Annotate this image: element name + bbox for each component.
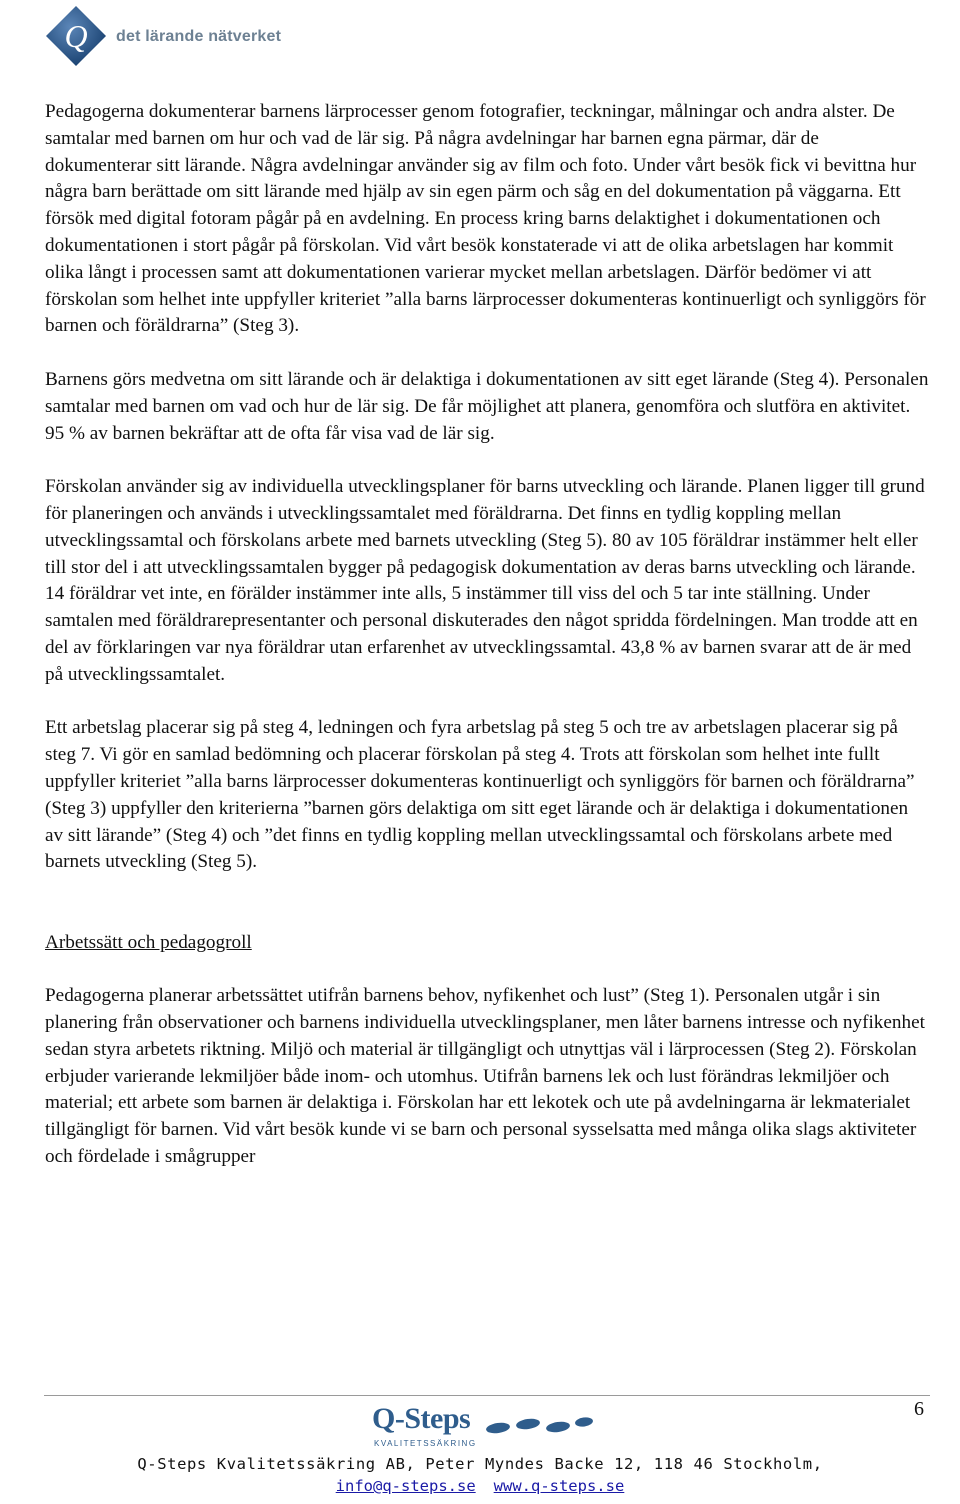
q-logo-icon	[44, 4, 108, 68]
section-heading: Arbetssätt och pedagogroll	[45, 931, 252, 953]
footer-logo	[372, 1404, 602, 1450]
logo-text: det lärande nätverket	[116, 28, 282, 45]
footer-logo-subtext: KVALITETSSÄKRING	[374, 1439, 477, 1448]
logo-letter: Q	[64, 18, 88, 54]
email-link[interactable]: info@q-steps.se	[335, 1477, 476, 1495]
paragraph-working-methods: Pedagogerna planerar arbetssättet utifrån barnens behov, nyfikenhet och lust” (Steg 1). Personalen utgår i sin planering från observationer och barnens individuella utvecklingsplaner, men låter barnens intresse och nyfikenhet sedan styra arbetets riktning. Miljö och material är tillgängligt och utnyttjas väl i lärprocessen (Steg 2). Förskolan erbjuder varierande lekmiljöer både inom- och utomhus. Utifrån barnens lek och lust förändras lekmiljöer och material; ett arbete som barnen är delaktiga i. Förskolan har ett lekotek och ute på avdelningarna är lekmaterialet tillgängligt för barnen. Vid vårt besök kunde vi se barn och personal sysselsatta med många olika slags aktiviteter och fördelade i smågrupper	[45, 985, 925, 1168]
paragraph-awareness: Barnens görs medvetna om sitt lärande och är delaktiga i dokumentationen av sitt eget lärande (Steg 4). Personalen samtalar med barnen om vad och hur de lär sig. De får möjlighet att planera, genomföra och slutföra en aktivitet. 95 % av barnen bekräftar att de ofta får visa vad de lär sig.	[45, 368, 929, 444]
footer-divider	[44, 1395, 930, 1396]
paragraph-development-plans: Förskolan använder sig av individuella utvecklingsplaner för barns utveckling och lärande. Planen ligger till grund för planeringen och används i utvecklingssamtalet med föräldrarna. Det finns en tydlig koppling mellan utvecklingssamtal och förskolans arbete med barnets utveckling (Steg 5). 80 av 105 föräldrar instämmer helt eller till stor del i att utvecklingssamtalen bygger på pedagogisk dokumentation av deras barns utveckling och lärande. 14 föräldrar vet inte, en förälder instämmer inte alls, 5 instämmer till viss del och 5 tar inte ställning. Under samtalen med föräldrarepresentanter och personal diskuterades den något spridda fördelningen. Man trodde att en del av förklaringen var nya föräldrar utan erfarenhet av utvecklingssamtal. 43,8 % av barnen svarar att de är med på utvecklingssamtalet.	[45, 476, 925, 685]
footer-address: Q-Steps Kvalitetssäkring AB, Peter Myndes Backe 12, 118 46 Stockholm,	[137, 1455, 823, 1473]
website-link[interactable]: www.q-steps.se	[493, 1477, 625, 1495]
document-body	[45, 99, 930, 1171]
footer-links	[0, 1477, 960, 1495]
paragraph-assessment: Ett arbetslag placerar sig på steg 4, ledningen och fyra arbetslag på steg 5 och tre av arbetslagen placerar sig på steg 7. Vi gör en samlad bedömning och placerar förskolan på steg 4. Trots att förskolan som helhet inte fullt uppfyller kriteriet ”alla barns lärprocesser dokumenteras kontinuerligt och synliggörs för barnen och föräldrarna” (Steg 3) uppfyller den kriterierna ”barnen görs delaktiga om sitt eget lärande och är delaktiga i dokumentationen av sitt lärande” (Steg 4) och ”det finns en tydlig koppling mellan utvecklingssamtal och förskolans arbete med barnets utveckling (Steg 5).	[45, 717, 915, 873]
footsteps-icon	[484, 1412, 594, 1438]
paragraph-documentation: Pedagogerna dokumenterar barnens lärprocesser genom fotografier, teckningar, målningar och andra alster. De samtalar med barnen om hur och vad de lär sig. På några avdelningar har barnen egna pärmar, där de dokumenterar sitt lärande. Några avdelningar använder sig av film och foto. Under vårt besök fick vi bevittna hur några barn berättade om sitt lärande med hjälp av sin egen pärm och såg en del dokumentation på väggarna. Ett försök med digital fotoram pågår på en avdelning. En process kring barns delaktighet i dokumentationen och dokumentationen i stort pågår på förskolan. Vid vårt besök konstaterade vi att de olika arbetslagen har kommit olika långt i processen samt att dokumentationen varierar mycket mellan arbetslagen. Därför bedömer vi att förskolan som helhet inte uppfyller kriteriet ”alla barns lärprocesser dokumenteras kontinuerligt och synliggörs för barnen och föräldrarna” (Steg 3).	[45, 101, 926, 337]
page-number: 6	[914, 1398, 924, 1420]
footer-logo-text: Q-Steps	[372, 1402, 471, 1435]
header-logo	[44, 4, 314, 70]
